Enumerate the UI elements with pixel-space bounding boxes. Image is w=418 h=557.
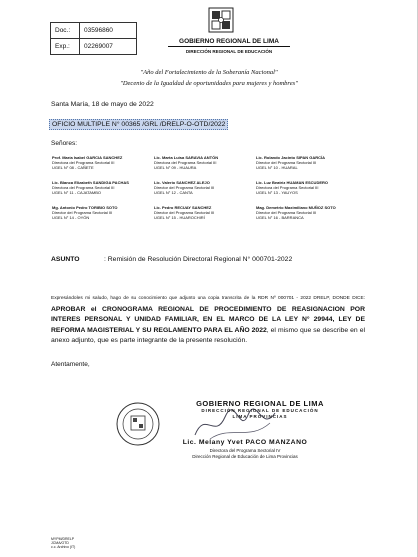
closing: Atentamente, [51, 361, 90, 368]
body-lead: Expresándoles mi saludo, hago de su conocimiento que adjunto una copia transcrita de la RDR Nº 000701 - 2022 DRELP, DONDE DICE: [51, 296, 365, 301]
year-motto: "Año del Fortalecimiento de la Soberanía Nacional" [140, 69, 278, 76]
footer-code: JCMA/OTD [51, 541, 69, 545]
recipient-name: Lic. Blanca Elizabeth SANDIGA PACHAS [52, 180, 129, 185]
recipient-ugel: UGEL N° 08 - CAÑETE [52, 165, 94, 170]
recipient-name: Lic. Rolando Jacinto SIPAN GARCÍA [256, 155, 326, 160]
signature-org: GOBIERNO REGIONAL DE LIMA [196, 399, 324, 408]
recipient-ugel: UGEL N° 14 - OYÓN [52, 215, 90, 220]
recipient-item [154, 180, 244, 195]
recipient-ugel: UGEL N° 10 - HUARAL [256, 165, 298, 170]
recipient-name: Mg. Antonio Pedro TORIBIO SOTO [52, 205, 118, 210]
recipient-role: Directora del Programa Sectorial III [52, 185, 115, 190]
recipient-item [256, 155, 346, 170]
recipient-item [52, 155, 142, 170]
signature-dept: DIRECCIÓN REGIONAL DE EDUCACIÓN [201, 408, 319, 413]
recipient-item [256, 205, 366, 220]
body-paragraph [51, 293, 365, 347]
recipient-item [52, 205, 142, 220]
footer-code: c.c. Archivo (IT) [51, 545, 76, 549]
exp-label: Exp.: [51, 39, 80, 54]
exp-row [51, 39, 136, 54]
recipient-ugel: UGEL N° 12 - CANTA [154, 190, 193, 195]
doc-label: Doc.: [51, 23, 80, 38]
recipient-ugel: UGEL N° 09 - HUAURA [154, 165, 197, 170]
footer-code: MYPM/DRELP [51, 537, 75, 541]
document-reference-box [50, 22, 137, 55]
recipient-item [154, 155, 244, 170]
recipient-role: Director del Programa Sectorial III [154, 185, 215, 190]
subject-text: : Remisión de Resolución Directoral Regional N° 000701-2022 [104, 256, 293, 263]
document-date: Santa María, 18 de mayo de 2022 [51, 101, 154, 108]
recipient-role: Directora del Programa Sectorial III [154, 160, 217, 165]
body-tail: , el mismo que se describe en el anexo adjunto, que es parte integrante de la presente resolución. [51, 326, 365, 345]
recipient-item [154, 205, 244, 220]
salutation: Señores: [51, 140, 78, 147]
signature-region: LIMA PROVINCIAS [232, 414, 288, 419]
recipient-ugel: UGEL N° 11 - CAJATAMBO [52, 190, 102, 195]
signatory-role: Directora del Programa Sectorial IV [209, 448, 281, 453]
department-subtitle: DIRECCIÓN REGIONAL DE EDUCACIÓN [185, 49, 273, 54]
recipient-role: Director del Programa Sectorial III [52, 210, 113, 215]
recipient-ugel: UGEL N° 16 - BARRANCA [256, 215, 304, 220]
official-seal-icon [115, 401, 161, 447]
recipient-name: Lic. Marta Luisa SARAVIA ANTÓN [154, 155, 219, 160]
recipient-name: Lic. Luz Beatriz HUAMAN ESCUDERO [256, 180, 329, 185]
recipient-item [52, 180, 142, 195]
subject-label: ASUNTO [51, 256, 80, 263]
recipient-name: Prof. María Isabel GARCIA SANCHEZ [52, 155, 123, 160]
recipient-name: Lic. Pedro RECUAY SANCHEZ [154, 205, 212, 210]
recipient-ugel: UGEL N° 15 - HUAROCHIRÍ [154, 215, 205, 220]
recipient-name: Lic. Valerio SANCHEZ ALEJO [154, 180, 210, 185]
body-resolution: APROBAR el CRONOGRAMA REGIONAL DE PROCEDIMIENTO DE REASIGNACION POR INTERES PERSONAL Y UNIDAD FAMILIAR, EN EL MARCO DE LA LEY N° 29944, LEY DE REFORMA MAGISTERIAL Y SU REGLAMENTO PARA EL AÑO 2022 [51, 305, 365, 334]
recipient-role: Director del Programa Sectorial III [154, 210, 215, 215]
exp-number: 02269007 [84, 43, 113, 50]
oficio-number[interactable]: OFICIO MULTIPLE N° 00365 /GRL /DRELP-O-OTD/2022 [49, 119, 228, 130]
signatory-name: Lic. Melany Yvet PACO MANZANO [182, 439, 308, 446]
recipient-name: Mag. Demetrio Maximiliano MUÑOZ SOTO [256, 205, 336, 210]
recipient-role: Director del Programa Sectorial III [256, 160, 317, 165]
doc-number: 03596860 [84, 27, 113, 34]
organization-title: GOBIERNO REGIONAL DE LIMA [168, 38, 290, 47]
recipient-ugel: UGEL N° 13 - YAUYOS [256, 190, 298, 195]
footer-codes [51, 537, 75, 549]
recipient-role: Directora del Programa Sectorial III [52, 160, 115, 165]
doc-row [51, 23, 136, 39]
recipient-role: Directora del Programa Sectorial III [256, 185, 319, 190]
recipient-item [256, 180, 346, 195]
coat-of-arms-icon [206, 6, 236, 34]
recipient-role: Director del Programa Sectorial III [256, 210, 317, 215]
signatory-office: Dirección Regional de Educación de Lima Provincias [192, 454, 298, 459]
decade-motto: "Decenio de la Igualdad de oportunidades para mujeres y hombres" [120, 80, 298, 87]
